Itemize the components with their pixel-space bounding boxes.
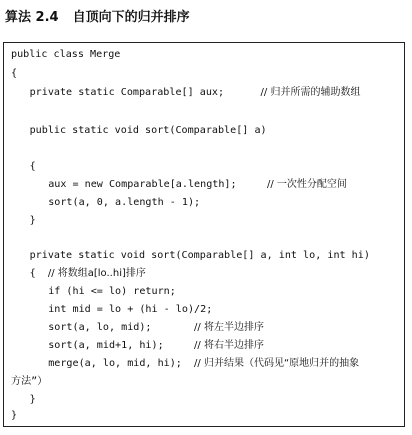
code-line-public-sort-signature: public static void sort(Comparable[] a) xyxy=(29,125,267,136)
code-line-sort-left-half: sort(a, lo, mid); // 将左半边排序 xyxy=(48,322,264,333)
code-line-private-sort-signature: private static void sort(Comparable[] a, int lo, int hi) xyxy=(29,250,370,261)
code-line-base-case: if (hi <= lo) return; xyxy=(48,286,176,297)
algorithm-heading xyxy=(5,8,190,28)
code-comment: // 一次性分配空间 xyxy=(266,179,347,190)
code-comment: // 将左半边排序 xyxy=(194,322,264,333)
code-comment: // 将右半边排序 xyxy=(194,340,264,351)
code-line-merge-comment-continuation: 方法”） xyxy=(11,376,48,387)
code-line-class-close-brace: } xyxy=(11,410,18,421)
code-line-class-open-brace: { xyxy=(11,68,18,79)
code-line-sort-right-half: sort(a, mid+1, hi); // 将右半边排序 xyxy=(48,340,264,351)
code-comment: // 将数组a[lo..hi]排序 xyxy=(47,268,146,279)
code-line-sort-call: sort(a, 0, a.length - 1); xyxy=(48,197,201,208)
code-line-public-sort-open-brace: { xyxy=(29,161,36,172)
algorithm-label: 算法 2.4 xyxy=(5,10,59,25)
code-line-merge-call: merge(a, lo, mid, hi); // 归并结果（代码见“原地归并的抽象 xyxy=(48,358,360,369)
code-line-aux-allocation: aux = new Comparable[a.length]; // 一次性分配空间 xyxy=(48,179,347,190)
code-line-class-declaration: public class Merge xyxy=(11,49,121,60)
algorithm-title: 自顶向下的归并排序 xyxy=(72,10,190,25)
code-line-public-sort-close-brace: } xyxy=(29,215,36,226)
code-comment: // 归并结果（代码见“原地归并的抽象 xyxy=(194,358,360,369)
code-line-aux-declaration: private static Comparable[] aux; // 归并所需的辅助数组 xyxy=(29,87,361,98)
code-line-mid-computation: int mid = lo + (hi - lo)/2; xyxy=(48,304,213,315)
code-comment: // 归并所需的辅助数组 xyxy=(260,87,361,98)
code-line-private-sort-close-brace: } xyxy=(29,394,36,405)
code-listing-frame xyxy=(3,42,405,427)
code-line-private-sort-open-brace: { // 将数组a[lo..hi]排序 xyxy=(29,268,146,279)
